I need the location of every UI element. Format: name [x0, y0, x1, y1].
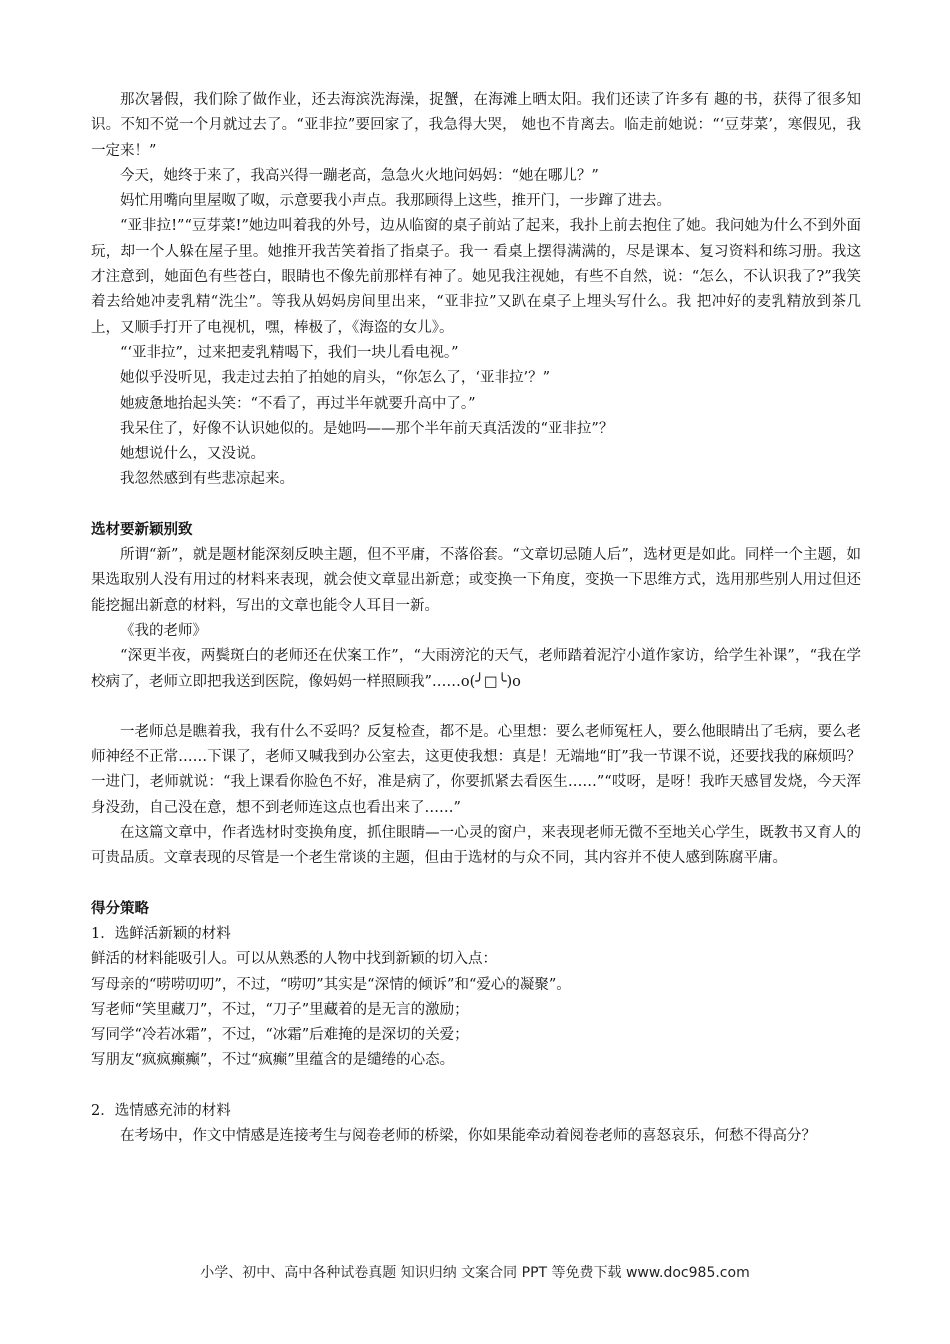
example-paragraph: 一老师总是瞧着我，我有什么不妥吗？反复检查，都不是。心里想：要么老师冤枉人，要么他眼睛出了毛病，要么老师神经不正常……下课了，老师又喊我到办公室去，这更使我想：真是！无端地“盯”我一节课不说，还要找我的麻烦吗？一进门，老师就说：“我上课看你脸色不好，准是病了，你要抓紧去看医生……”“哎呀，是呀！我昨天感冒发烧，今天浑身没劲，自己没在意，想不到老师连这点也看出来了……”	[91, 723, 861, 816]
example-title: 《我的老师》	[120, 622, 207, 639]
story-paragraph: 今天，她终于来了，我高兴得一蹦老高，急急火火地问妈妈：“她在哪儿？”	[120, 167, 599, 184]
page-footer: 小学、初中、高中各种试卷真题 知识归纳 文案合同 PPT 等免费下载 www.doc985.com	[200, 1265, 750, 1281]
analysis-paragraph: 在这篇文章中，作者选材时变换角度，抓住眼睛—一心灵的窗户，来表现老师无微不至地关心学生，既教书又育人的可贵品质。文章表现的尽管是一个老生常谈的主题，但由于选材的与众不同，其内容并不使人感到陈腐平庸。	[91, 825, 861, 867]
section-paragraph: 所谓“新”，就是题材能深刻反映主题，但不平庸，不落俗套。“文章切忌随人后”，选材更是如此。同样一个主题，如果选取别人没有用过的材料来表现，就会使文章显出新意；或变换一下角度，变换一下思维方式，选用那些别人用过但还能挖掘出新意的材料，写出的文章也能令人耳目一新。	[91, 547, 861, 614]
story-paragraph: “‘亚非拉”，过来把麦乳精喝下，我们一块儿看电视。”	[120, 344, 459, 361]
document-body	[91, 88, 861, 1149]
strategy-line: 写同学“冷若冰霜”，不过，“冰霜”后难掩的是深切的关爱；	[91, 1027, 469, 1044]
story-paragraph: “亚非拉!”“豆芽菜!”她边叫着我的外号，边从临窗的桌子前站了起来，我扑上前去抱住了她。我问她为什么不到外面玩，却一个人躲在屋子里。她推开我苦笑着指了指桌子。我一 看桌上摆得满满的，尽是课本、复习资料和练习册。我这才注意到，她面色有些苍白，眼睛也不像先前那样有神了。她见我注视她，有些不自然，说：“怎么，不认识我了?”我笑着去给她冲麦乳精“洗尘”。等我从妈妈房间里出来，“亚非拉”又趴在桌子上埋头写什么。我 把冲好的麦乳精放到茶几上，又顺手打开了电视机，嘿，棒极了，《海盗的女儿》。	[91, 218, 861, 336]
section-heading-scoring-strategy: 得分策略	[91, 900, 149, 917]
strategy-item-1: 1．选鲜活新颖的材料	[91, 925, 231, 942]
strategy-item-2: 2．选情感充沛的材料	[91, 1102, 231, 1119]
story-paragraph: 她似乎没听见，我走过去拍了拍她的肩头，“你怎么了，‘亚非拉’？”	[120, 370, 551, 387]
section-heading-novel-material: 选材要新颖别致	[91, 521, 193, 538]
story-paragraph: 我呆住了，好像不认识她似的。是她吗——那个半年前天真活泼的“亚非拉”？	[120, 420, 614, 437]
strategy-line: 鲜活的材料能吸引人。可以从熟悉的人物中找到新颖的切入点：	[91, 951, 497, 968]
strategy-paragraph: 在考场中，作文中情感是连接考生与阅卷老师的桥梁，你如果能牵动着阅卷老师的喜怒哀乐，何愁不得高分？	[120, 1127, 816, 1144]
strategy-line: 写朋友“疯疯癫癫”，不过“疯癫”里蕴含的是缱绻的心态。	[91, 1052, 455, 1069]
story-paragraph: 那次暑假，我们除了做作业，还去海滨洗海澡，捉蟹，在海滩上晒太阳。我们还读了许多有 趣的书，获得了很多知识。不知不觉一个月就过去了。“亚非拉”要回家了，我急得大哭， 她也不肯离去。临走前她说：“‘豆芽菜’，寒假见，我一定来！”	[91, 92, 861, 159]
story-paragraph: 我忽然感到有些悲凉起来。	[120, 471, 294, 488]
example-paragraph: “深更半夜，两鬓斑白的老师还在伏案工作”，“大雨滂沱的天气，老师踏着泥泞小道作家访，给学生补课”，“我在学校病了，老师立即把我送到医院，像妈妈一样照顾我”……o(╯□╰)o	[91, 648, 861, 690]
story-paragraph: 她想说什么，又没说。	[120, 446, 265, 463]
strategy-line: 写母亲的“唠唠叨叨”，不过，“唠叨”其实是“深情的倾诉”和“爱心的凝聚”。	[91, 976, 571, 993]
story-paragraph: 妈忙用嘴向里屋呶了呶，示意要我小声点。我那顾得上这些，推开门，一步蹿了进去。	[120, 193, 671, 210]
story-paragraph: 她疲惫地抬起头笑：“不看了，再过半年就要升高中了。”	[120, 395, 476, 412]
strategy-line: 写老师“笑里藏刀”，不过，“刀子”里藏着的是无言的激励；	[91, 1001, 469, 1018]
